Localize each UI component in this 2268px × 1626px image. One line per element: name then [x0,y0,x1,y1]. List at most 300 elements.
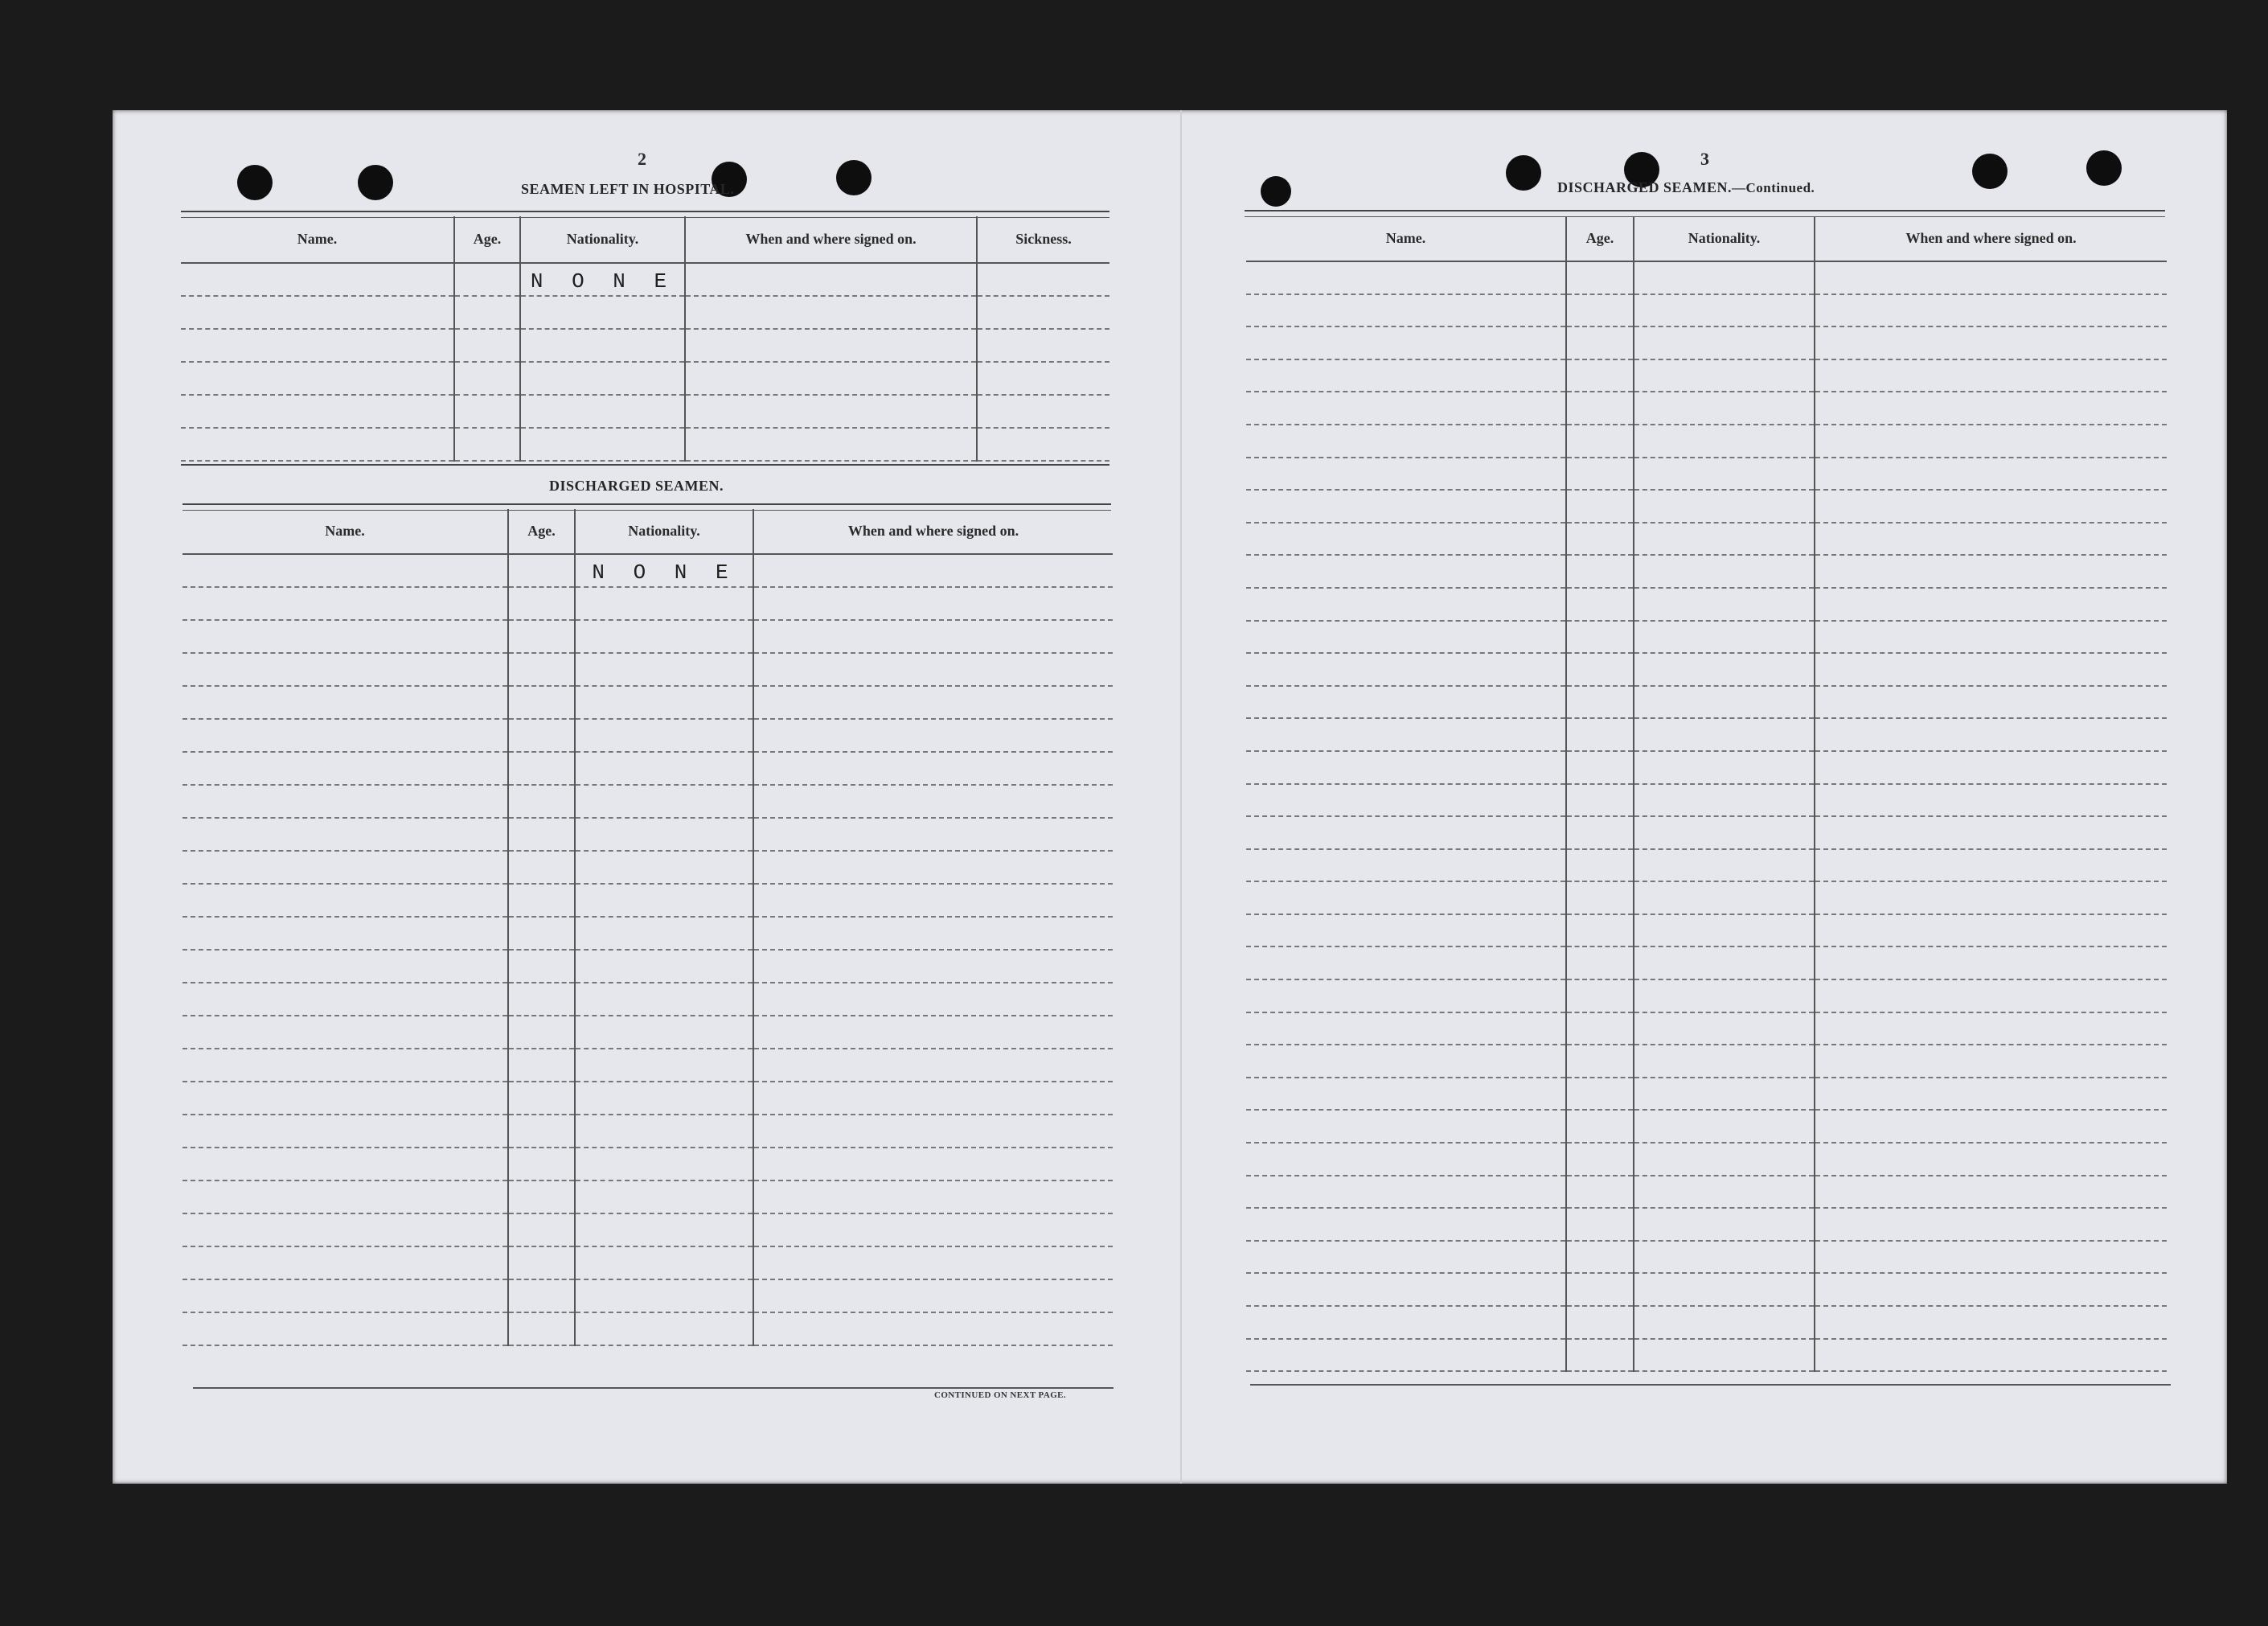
table-row [1246,523,2167,556]
table-cell [508,1312,575,1345]
table-cell [1815,751,2167,784]
table-cell [1246,523,1566,556]
continued-footnote: CONTINUED ON NEXT PAGE. [934,1390,1067,1400]
table-row [1246,1208,2167,1241]
table-cell [575,1148,753,1180]
table-row [1246,1012,2167,1045]
page-number-left: 2 [638,149,646,169]
table-cell [1634,881,1815,914]
table-cell [1634,1143,1815,1176]
table-cell [753,1312,1113,1345]
table-row [183,950,1113,983]
table-cell [575,785,753,818]
table-row [181,428,1109,461]
table-cell [1815,326,2167,359]
table-cell [575,587,753,620]
table-row [181,329,1109,362]
column-header-name: Name. [183,509,508,554]
table-cell [1566,261,1634,294]
typed-entry-none: N O N E [530,269,675,294]
table-cell [1246,1241,1566,1274]
table-row [1246,621,2167,654]
table-row [1246,1339,2167,1372]
table-cell [1634,1176,1815,1209]
table-cell [183,1148,508,1180]
table-cell [454,263,520,296]
table-row [1246,1143,2167,1176]
table-cell [1246,784,1566,817]
table-cell [1566,849,1634,882]
table-cell [1566,751,1634,784]
table-row [1246,881,2167,914]
table-cell [508,1279,575,1312]
column-header-name: Name. [181,216,454,263]
table-cell [508,917,575,950]
table-cell [1566,1176,1634,1209]
table-cell [1634,588,1815,621]
table-cell [1566,946,1634,979]
hospital-table-body [181,263,1109,461]
table-cell [1246,1306,1566,1339]
table-cell [1566,359,1634,392]
table-cell [977,362,1109,395]
table-cell [753,983,1113,1016]
table-cell [1815,1339,2167,1372]
table-cell [508,1049,575,1082]
table-cell [181,428,454,461]
discharged-continued-title-main: DISCHARGED SEAMEN. [1557,179,1733,195]
table-cell [1566,1306,1634,1339]
table-row [183,719,1113,752]
table-cell [1815,523,2167,556]
table-cell [1815,458,2167,491]
table-cell [1566,1143,1634,1176]
table-cell [1246,458,1566,491]
discharged-table-body [183,554,1113,1345]
table-cell [508,851,575,884]
table-cell [1246,881,1566,914]
table-row [183,686,1113,719]
table-cell [575,554,753,587]
table-row [183,1016,1113,1049]
table-cell [1634,784,1815,817]
table-row [183,917,1113,950]
table-cell [183,1016,508,1049]
table-cell [1246,946,1566,979]
table-cell [753,1246,1113,1279]
table-cell [508,1115,575,1148]
table-row [1246,1241,2167,1274]
table-cell [508,653,575,686]
table-cell [575,1016,753,1049]
table-row [1246,1110,2167,1143]
table-cell [183,620,508,653]
discharged-continued-title [1557,179,1815,196]
table-cell [1566,1241,1634,1274]
table-cell [1246,261,1566,294]
table-cell [1566,1208,1634,1241]
table-cell [1246,914,1566,947]
table-cell [183,917,508,950]
table-cell [1634,979,1815,1012]
table-cell [1634,1208,1815,1241]
column-header-nationality: Nationality. [520,216,685,263]
table-cell [1246,1110,1566,1143]
table-row [183,1049,1113,1082]
table-cell [1246,1339,1566,1372]
table-cell [753,752,1113,785]
table-cell [1815,490,2167,523]
table-cell [508,950,575,983]
table-row [1246,751,2167,784]
table-cell [1246,718,1566,751]
table-cell [183,1115,508,1148]
table-cell [1634,1339,1815,1372]
table-cell [753,785,1113,818]
table-cell [753,851,1113,884]
table-cell [1815,686,2167,719]
table-cell [520,296,685,329]
table-row [1246,555,2167,588]
table-cell [181,329,454,362]
table-row [181,362,1109,395]
table-cell [1246,490,1566,523]
table-cell [685,329,977,362]
table-cell [508,785,575,818]
table-cell [1634,621,1815,654]
table-row [1246,784,2167,817]
table-row [1246,946,2167,979]
table-row [183,1115,1113,1148]
table-cell [1634,294,1815,327]
table-cell [1634,458,1815,491]
table-cell [753,1213,1113,1246]
table-cell [1634,425,1815,458]
table-cell [1246,979,1566,1012]
table-row [1246,326,2167,359]
table-cell [753,719,1113,752]
punch-hole [2086,150,2122,186]
table-cell [1566,458,1634,491]
table-cell [183,950,508,983]
table-cell [753,917,1113,950]
table-cell [1566,1012,1634,1045]
table-row [1246,1078,2167,1111]
table-cell [575,620,753,653]
table-cell [1246,1045,1566,1078]
table-cell [183,818,508,851]
hospital-section-end-rule [181,464,1109,466]
table-cell [1815,1078,2167,1111]
table-cell [1815,1208,2167,1241]
table-cell [508,686,575,719]
table-cell [685,263,977,296]
table-cell [1246,1012,1566,1045]
table-cell [1634,914,1815,947]
table-cell [1815,1176,2167,1209]
column-header-age: Age. [454,216,520,263]
table-cell [1246,392,1566,425]
table-cell [1815,816,2167,849]
table-cell [1566,1045,1634,1078]
discharged-section-title: DISCHARGED SEAMEN. [549,478,724,494]
table-row [1246,979,2167,1012]
table-cell [508,818,575,851]
table-row [1246,718,2167,751]
table-cell [1815,849,2167,882]
table-row [1246,490,2167,523]
column-header-name: Name. [1246,216,1566,261]
table-cell [520,428,685,461]
table-cell [1246,621,1566,654]
table-cell [1815,1012,2167,1045]
table-cell [1815,621,2167,654]
table-cell [575,1312,753,1345]
table-cell [1246,1273,1566,1306]
table-cell [575,818,753,851]
table-cell [183,884,508,917]
table-row [1246,359,2167,392]
table-cell [1815,718,2167,751]
table-row [183,620,1113,653]
table-cell [1566,1273,1634,1306]
table-cell [1634,946,1815,979]
table-cell [183,1279,508,1312]
table-row [183,1213,1113,1246]
table-cell [183,851,508,884]
table-cell [508,1148,575,1180]
table-cell [1815,946,2167,979]
table-cell [575,1082,753,1115]
table-cell [1815,555,2167,588]
table-cell [977,329,1109,362]
table-cell [183,653,508,686]
table-cell [1815,881,2167,914]
page-fold [1180,110,1182,1484]
table-cell [753,1082,1113,1115]
table-cell [1634,1012,1815,1045]
table-cell [520,263,685,296]
table-cell [753,884,1113,917]
table-cell [1634,849,1815,882]
column-header-signed-on: When and where signed on. [753,509,1113,554]
table-cell [183,1246,508,1279]
table-cell [1566,490,1634,523]
table-cell [575,719,753,752]
table-cell [977,263,1109,296]
table-row [1246,914,2167,947]
table-cell [685,395,977,428]
table-cell [1634,1306,1815,1339]
table-cell [1566,718,1634,751]
table-cell [753,653,1113,686]
table-row [1246,686,2167,719]
table-cell [1634,1045,1815,1078]
table-cell [1246,294,1566,327]
table-row [1246,1176,2167,1209]
table-cell [1246,653,1566,686]
table-cell [183,587,508,620]
table-row [1246,816,2167,849]
punch-hole [237,165,273,200]
table-cell [508,554,575,587]
table-cell [1634,1273,1815,1306]
table-cell [1634,490,1815,523]
table-cell [1634,523,1815,556]
table-cell [1566,784,1634,817]
table-row [183,554,1113,587]
table-row [1246,653,2167,686]
table-cell [1815,784,2167,817]
table-cell [753,620,1113,653]
table-cell [1815,425,2167,458]
table-row [183,1279,1113,1312]
punch-hole [1972,154,2008,189]
table-cell [1566,621,1634,654]
table-cell [575,917,753,950]
table-cell [575,884,753,917]
table-cell [575,851,753,884]
table-cell [1815,392,2167,425]
table-cell [181,395,454,428]
table-cell [1815,261,2167,294]
table-cell [1815,653,2167,686]
table-cell [181,362,454,395]
table-cell [508,1016,575,1049]
table-cell [183,1180,508,1213]
table-row [1246,392,2167,425]
table-cell [753,950,1113,983]
table-cell [575,983,753,1016]
table-cell [508,1082,575,1115]
table-cell [753,587,1113,620]
table-row [183,653,1113,686]
table-cell [508,1213,575,1246]
table-row [183,884,1113,917]
discharged-table [183,509,1113,1346]
table-cell [1246,588,1566,621]
column-header-nationality: Nationality. [1634,216,1815,261]
column-header-age: Age. [508,509,575,554]
left-page-end-rule [193,1387,1113,1389]
table-cell [1246,1208,1566,1241]
table-cell [1815,1045,2167,1078]
table-cell [575,1246,753,1279]
table-cell [1566,523,1634,556]
table-cell [1246,425,1566,458]
table-cell [183,752,508,785]
table-cell [753,818,1113,851]
table-cell [508,1246,575,1279]
table-row [183,1246,1113,1279]
table-row [1246,261,2167,294]
table-cell [575,686,753,719]
table-row [1246,425,2167,458]
table-cell [1634,392,1815,425]
table-row [183,983,1113,1016]
table-cell [508,719,575,752]
table-cell [183,1082,508,1115]
table-cell [575,1049,753,1082]
table-cell [1566,425,1634,458]
table-cell [183,1049,508,1082]
table-row [183,818,1113,851]
table-cell [1634,816,1815,849]
page-number-right: 3 [1700,149,1709,169]
table-cell [753,1049,1113,1082]
table-row [1246,1306,2167,1339]
table-cell [1566,555,1634,588]
table-cell [1566,979,1634,1012]
table-cell [1634,359,1815,392]
table-cell [1815,979,2167,1012]
table-cell [575,950,753,983]
table-row [183,785,1113,818]
table-cell [1634,1078,1815,1111]
table-cell [1634,555,1815,588]
right-page-end-rule [1250,1384,2171,1386]
table-cell [183,686,508,719]
table-cell [520,329,685,362]
column-header-signed-on: When and where signed on. [685,216,977,263]
table-cell [1566,588,1634,621]
continued-label: —Continued. [1732,180,1815,195]
table-row [1246,294,2167,327]
table-cell [183,719,508,752]
table-cell [1246,1143,1566,1176]
punch-hole [836,160,872,195]
table-cell [753,686,1113,719]
table-cell [1634,751,1815,784]
column-header-age: Age. [1566,216,1634,261]
table-cell [454,362,520,395]
column-header-signed-on: When and where signed on. [1815,216,2167,261]
table-cell [1566,326,1634,359]
table-cell [1634,261,1815,294]
table-row [183,587,1113,620]
table-cell [1634,326,1815,359]
table-cell [1566,392,1634,425]
table-cell [575,1279,753,1312]
table-row [1246,1273,2167,1306]
table-cell [753,1180,1113,1213]
table-cell [520,362,685,395]
table-cell [575,1180,753,1213]
table-cell [1566,816,1634,849]
table-cell [1566,1110,1634,1143]
table-cell [1246,686,1566,719]
table-cell [1246,555,1566,588]
table-cell [977,395,1109,428]
punch-hole [1261,176,1291,207]
table-row [1246,588,2167,621]
table-cell [1815,1241,2167,1274]
table-cell [454,329,520,362]
table-cell [1246,849,1566,882]
table-cell [1815,1306,2167,1339]
table-cell [753,1279,1113,1312]
table-row [183,1312,1113,1345]
table-cell [575,653,753,686]
table-row [181,263,1109,296]
table-row [183,752,1113,785]
table-cell [183,554,508,587]
table-cell [508,587,575,620]
table-cell [685,362,977,395]
table-cell [1634,653,1815,686]
punch-hole [1506,155,1541,191]
table-row [183,1082,1113,1115]
